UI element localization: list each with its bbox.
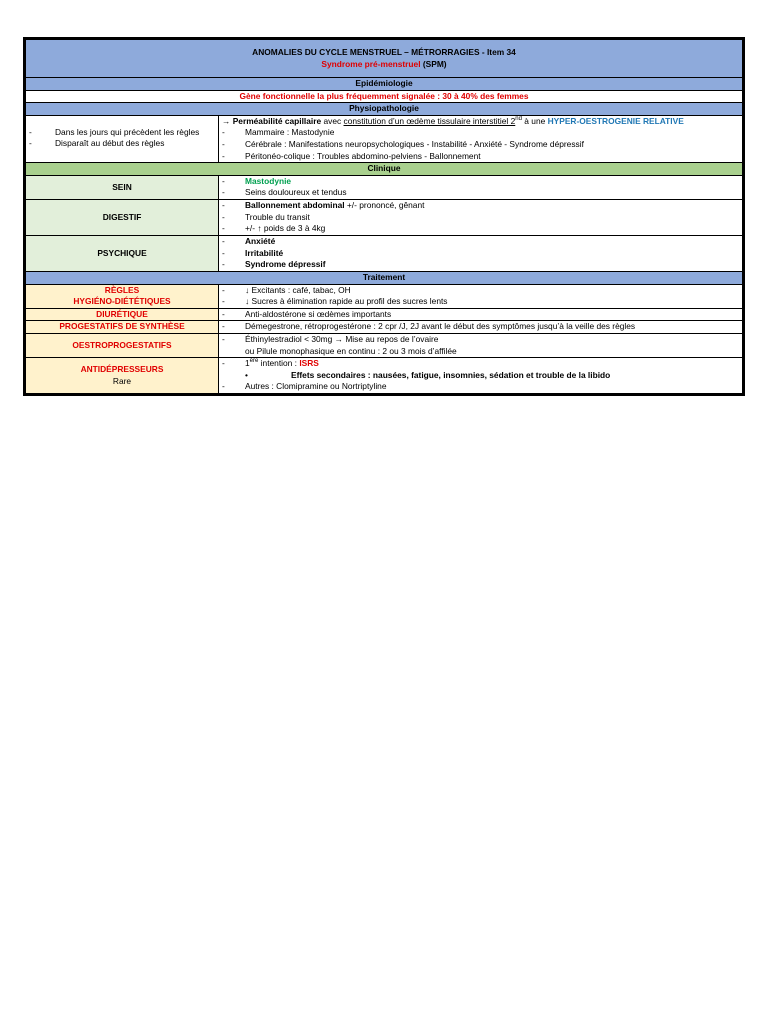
list-item: - Disparaît au début des règles [29,138,165,149]
epidemiologie-text: Gène fonctionnelle la plus fréquemment signalée : 30 à 40% des femmes [26,90,743,103]
list-item: - Autres : Clomipramine ou Nortriptyline [222,381,387,392]
clinique-digestif-label: DIGESTIF [26,199,219,235]
list-item: - Mammaire : Mastodynie [222,127,335,138]
page-title: ANOMALIES DU CYCLE MENSTRUEL – MÉTRORRAGIES - Item 34 [252,46,516,57]
list-item: - ↓ Excitants : café, tabac, OH [222,284,351,295]
arrow-right-icon: → [334,333,343,344]
list-item: - Démegestrone, rétroprogestérone : 2 cpr /J, 2J avant le début des symptômes jusqu’à la veille des règles [222,321,636,332]
traitement-antidep-label: ANTIDÉPRESSEURS Rare [26,358,219,394]
list-item: - Anxiété [222,235,276,246]
list-item: - Ballonnement abdominal +/- prononcé, gênant [222,199,425,210]
traitement-regles-cell [219,284,743,308]
list-item: - 1ère intention : ISRS [222,358,319,369]
page-subtitle: Syndrome pré-menstruel (SPM) [321,58,447,69]
section-physiopathologie: Physiopathologie [26,103,743,116]
list-item: • Effets secondaires : nausées, fatigue, insomnies, sédation et trouble de la libido [245,369,611,380]
traitement-progestatifs-cell [219,321,743,334]
list-item: - Mastodynie [222,175,292,186]
traitement-progestatifs-label: PROGESTATIFS DE SYNTHÈSE [26,321,219,334]
list-item: - Dans les jours qui précèdent les règles [29,126,200,137]
list-item: - Anti-aldostérone si œdèmes importants [222,308,392,319]
traitement-antidep-cell [219,358,743,394]
arrow-right-icon: → [222,115,231,126]
list-item: - ↓ Sucres à élimination rapide au profil des sucres lents [222,296,448,307]
clinique-sein-label: SEIN [26,175,219,199]
list-item: - Syndrome dépressif [222,259,326,270]
traitement-regles-label: RÈGLES HYGIÉNO-DIÉTÉTIQUES [26,284,219,308]
section-traitement: Traitement [26,271,743,284]
list-item: - Éthinylestradiol < 30mg → Mise au repos de l’ovaire [222,333,439,344]
physio-right-cell [219,115,743,162]
section-clinique: Clinique [26,163,743,176]
clinique-psychique-label: PSYCHIQUE [26,235,219,271]
title-cell [26,40,743,78]
summary-table [25,39,743,394]
section-epidemiologie: Epidémiologie [26,78,743,91]
list-item: - Irritabilité [222,247,284,258]
physio-left-cell [26,115,219,162]
traitement-oestro-cell [219,333,743,357]
list-item: ou Pilule monophasique en continu : 2 ou 3 mois d’affilée [245,345,457,356]
bullet-icon: • [245,369,248,380]
clinique-psychique-cell [219,235,743,271]
physio-lead: → Perméabilité capillaire avec constitution d’un œdème tissulaire interstitiel 2nd à une HYPER-OESTROGENIE RELATIVE [222,115,684,126]
traitement-oestro-label: OESTROPROGESTATIFS [26,333,219,357]
list-item: - Trouble du transit [222,211,310,222]
list-item: - +/- ↑ poids de 3 à 4kg [222,223,326,234]
list-item: - Cérébrale : Manifestations neuropsychologiques - Instabilité - Anxiété - Syndrome dépressif [222,138,584,149]
arrow-down-icon: ↓ [245,284,250,295]
document-sheet [23,37,745,396]
arrow-up-icon: ↑ [257,223,262,234]
clinique-sein-cell [219,175,743,199]
list-item: - Seins douloureux et tendus [222,187,347,198]
traitement-diuretique-label: DIURÉTIQUE [26,308,219,321]
arrow-down-icon: ↓ [245,296,250,307]
list-item: - Péritonéo-colique : Troubles abdomino-pelviens - Ballonnement [222,150,481,161]
clinique-digestif-cell [219,199,743,235]
traitement-diuretique-cell [219,308,743,321]
